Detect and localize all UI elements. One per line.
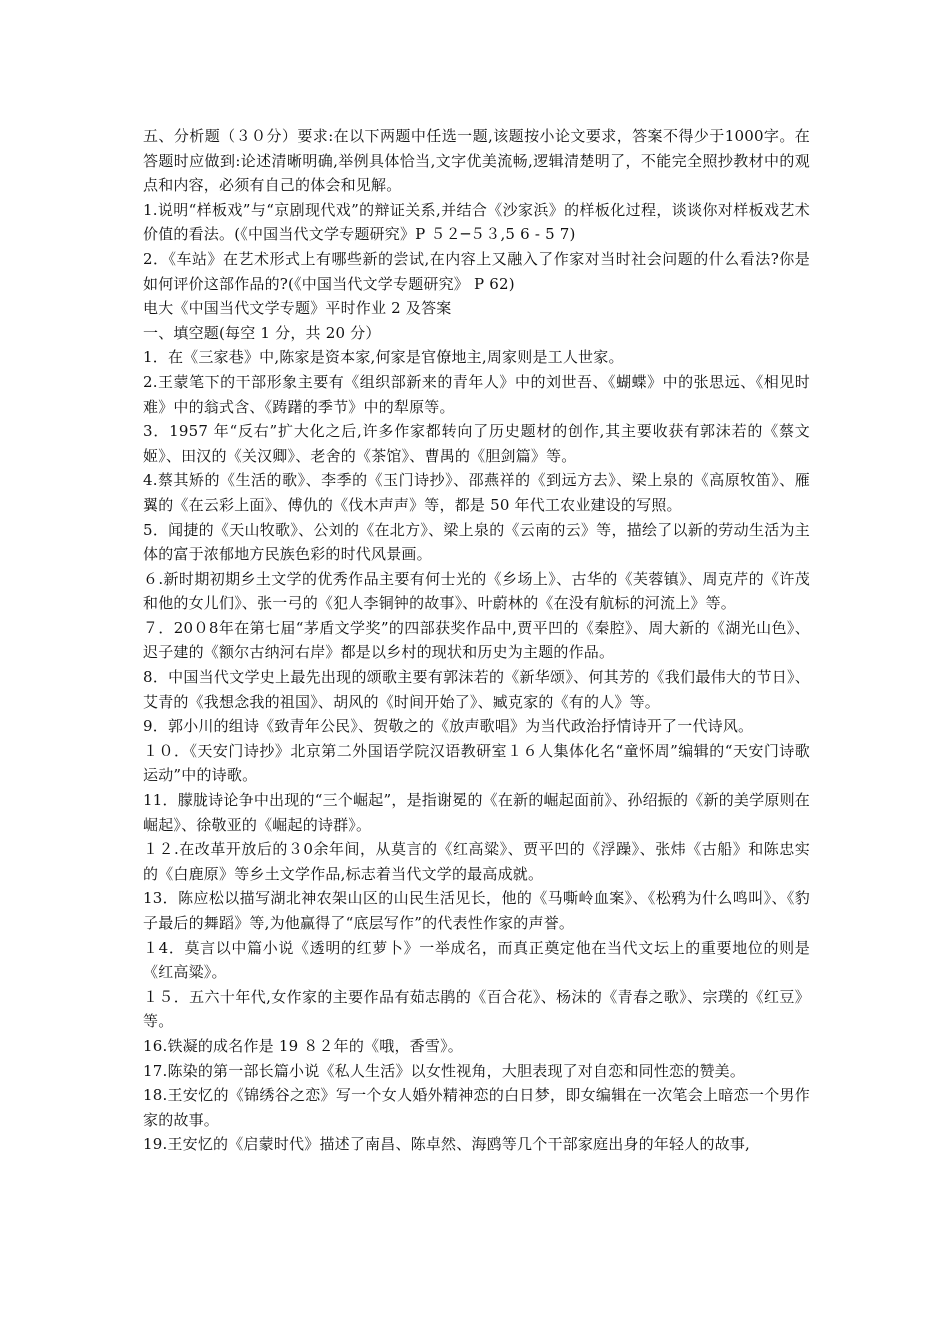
fill-item-11: 11．朦胧诗论争中出现的“三个崛起”，是指谢冕的《在新的崛起面前》、孙绍振的《新的美学原则在崛起》、徐敬亚的《崛起的诗群》。	[143, 791, 810, 834]
fill-item-12: １２.在改革开放后的３0余年间，从莫言的《红高粱》、贾平凹的《浮躁》、张炜《古船》和陈忠实的《白鹿原》等乡土文学作品,标志着当代文学的最高成就。	[143, 840, 810, 883]
paragraph-question-1: 1.说明“样板戏”与“京剧现代戏”的辩证关系,并结合《沙家浜》的样板化过程，谈谈你对样板戏艺术价值的看法。(《中国当代文学专题研究》P ５２─５３,5 6 - 5 7)	[143, 200, 810, 244]
fill-item-9: 9．郭小川的组诗《致青年公民》、贺敬之的《放声歌唱》为当代政治抒情诗开了一代诗风。	[143, 717, 754, 736]
paragraph-essay-instructions: 五、分析题（３０分）要求:在以下两题中任选一题,该题按小论文要求，答案不得少于1000字。在答题时应做到:论述清晰明确,举例具体恰当,文字优美流畅,逻辑清楚明了，不能完全照抄教材中的观点和内容，必须有自己的体会和见解。	[143, 127, 810, 195]
fill-item-15: １５．五六十年代,女作家的主要作品有茹志鹃的《百合花》、杨沫的《青春之歌》、宗璞的《红豆》等。	[143, 987, 810, 1031]
fill-item-5: 5．闻捷的《天山牧歌》、公刘的《在北方》、梁上泉的《云南的云》等，描绘了以新的劳动生活为主体的富于浓郁地方民族色彩的时代风景画。	[143, 520, 810, 564]
section-subtitle: 一、填空题(每空 1 分，共 20 分）	[143, 323, 381, 342]
fill-item-8: 8．中国当代文学史上最先出现的颂歌主要有郭沫若的《新华颂》、何其芳的《我们最伟大的节日》、艾青的《我想念我的祖国》、胡风的《时间开始了》、臧克家的《有的人》等。	[143, 668, 810, 711]
fill-item-14: １4．莫言以中篇小说《透明的红萝卜》一举成名，而真正奠定他在当代文坛上的重要地位的则是《红高粱》。	[143, 938, 810, 982]
fill-item-10: １０．《天安门诗抄》北京第二外国语学院汉语教研室１６人集体化名“童怀周”编辑的“天安门诗歌运动”中的诗歌。	[143, 741, 810, 785]
fill-item-1: 1．在《三家巷》中,陈家是资本家,何家是官僚地主,周家则是工人世家。	[143, 348, 624, 367]
fill-item-13: 13．陈应松以描写湖北神农架山区的山民生活见长，他的《马嘶岭血案》、《松鸦为什么鸣叫》、《豹子最后的舞蹈》等,为他赢得了“底层写作”的代表性作家的声誉。	[143, 889, 810, 932]
fill-item-3: 3．1957 年“反右”扩大化之后,许多作家都转向了历史题材的创作,其主要收获有郭沫若的《蔡文姬》、田汉的《关汉卿》、老舍的《茶馆》、曹禺的《胆剑篇》等。	[143, 422, 810, 465]
fill-item-16: 16.铁凝的成名作是 19 ８２年的《哦，香雪》。	[143, 1036, 463, 1055]
fill-item-4: 4.蔡其矫的《生活的歌》、李季的《玉门诗抄》、邵燕祥的《到远方去》、梁上泉的《高原牧笛》、雁翼的《在云彩上面》、傅仇的《伐木声声》等，都是 50 年代工农业建设的写照。	[143, 471, 810, 514]
fill-item-18: 18.王安忆的《锦绣谷之恋》写一个女人婚外精神恋的白日梦，即女编辑在一次笔会上暗恋一个男作家的故事。	[143, 1086, 810, 1129]
fill-item-7: ７．20０8年在第七届“茅盾文学奖”的四部获奖作品中,贾平凹的《秦腔》、周大新的《湖光山色》、迟子建的《额尔古纳河右岸》都是以乡村的现状和历史为主题的作品。	[143, 618, 810, 662]
fill-item-2: 2.王蒙笔下的干部形象主要有《组织部新来的青年人》中的刘世吾、《蝴蝶》中的张思远、《相见时难》中的翁式含、《踌躇的季节》中的犁原等。	[143, 372, 810, 416]
fill-item-17: 17.陈染的第一部长篇小说《私人生活》以女性视角，大胆表现了对自恋和同性恋的赞美。	[143, 1061, 746, 1080]
fill-item-6: ６.新时期初期乡土文学的优秀作品主要有何士光的《乡场上》、古华的《芙蓉镇》、周克芹的《许茂和他的女儿们》、张一弓的《犯人李铜钟的故事》、叶蔚林的《在没有航标的河流上》等。	[143, 569, 810, 613]
paragraph-question-2: 2．《车站》在艺术形式上有哪些新的尝试,在内容上又融入了作家对当时社会问题的什么看法?你是如何评价这部作品的?(《中国当代文学专题研究》 P 62)	[143, 249, 810, 293]
section-title: 电大《中国当代文学专题》平时作业 2 及答案	[143, 299, 452, 318]
fill-item-19: 19.王安忆的《启蒙时代》描述了南昌、陈卓然、海鸥等几个干部家庭出身的年轻人的故事,	[143, 1135, 751, 1154]
